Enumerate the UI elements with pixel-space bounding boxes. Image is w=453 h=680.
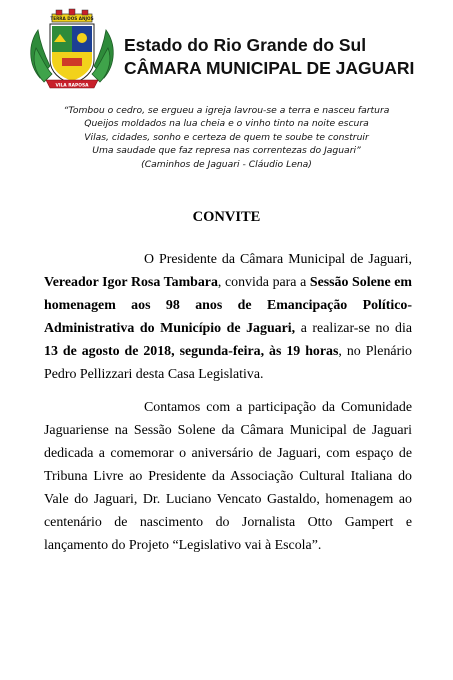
invitation-paragraph-2: Contamos com a participação da Comunidade Jaguariense na Sessão Solene da Câmara Municipal de Jaguari dedicada a comemorar o aniversário de Jaguari, com espaço de Tribuna Livre ao Presidente da Associação Cultural Italiana do Vale do Jaguari, Dr. Luciano Vencato Gastaldo, homenagem ao centenário de nascimento do Jornalista Otto Gampert e lançamento do Projeto “Legislativo vai à Escola”. <box>44 399 412 554</box>
poem-attribution: (Caminhos de Jaguari - Cláudio Lena) <box>141 158 312 170</box>
letterhead <box>0 0 453 100</box>
p1-text-1: O Presidente da Câmara Municipal de Jaguari, <box>144 252 412 267</box>
p1-bold-name: Vereador Igor Rosa Tambara <box>44 275 218 291</box>
epigraph-poem <box>20 104 433 171</box>
poem-line: Uma saudade que faz represa nas correntezas do Jaguari” <box>92 145 361 157</box>
state-name: Estado do Rio Grande do Sul <box>124 35 367 55</box>
invitation-paragraph-1 <box>44 248 412 387</box>
p1-text-4: , no Plenário Pedro Pellizzari desta Casa Legislativa. <box>44 344 412 383</box>
poem-line: Vilas, cidades, sonho e certeza de quem te soube te construir <box>84 131 369 143</box>
crest-ribbon-text: VILA RAPOSA <box>55 83 89 89</box>
document-title: CONVITE <box>192 209 261 225</box>
institution-name <box>124 34 414 79</box>
poem-line: Queijos moldados na lua cheia e o vinho tinto na noite escura <box>84 118 369 130</box>
chamber-name: CÂMARA MUNICIPAL DE JAGUARI <box>124 58 415 78</box>
municipal-coat-of-arms-icon <box>26 8 118 92</box>
p1-bold-session: Sessão Solene em homenagem aos 98 anos de Emancipação Político-Administrativa do Município de Jaguari, <box>44 275 412 337</box>
invitation-body <box>44 248 412 557</box>
p1-text-2: , convida para a <box>217 275 310 291</box>
p1-bold-date: 13 de agosto de 2018, segunda-feira, às 19 horas <box>44 344 339 360</box>
p1-text-3: a realizar-se no dia <box>295 321 412 337</box>
crest-banner-text: TERRA DOS ANJOS <box>50 16 94 22</box>
poem-line: “Tombou o cedro, se ergueu a igreja lavrou-se a terra e nasceu fartura <box>63 105 390 116</box>
